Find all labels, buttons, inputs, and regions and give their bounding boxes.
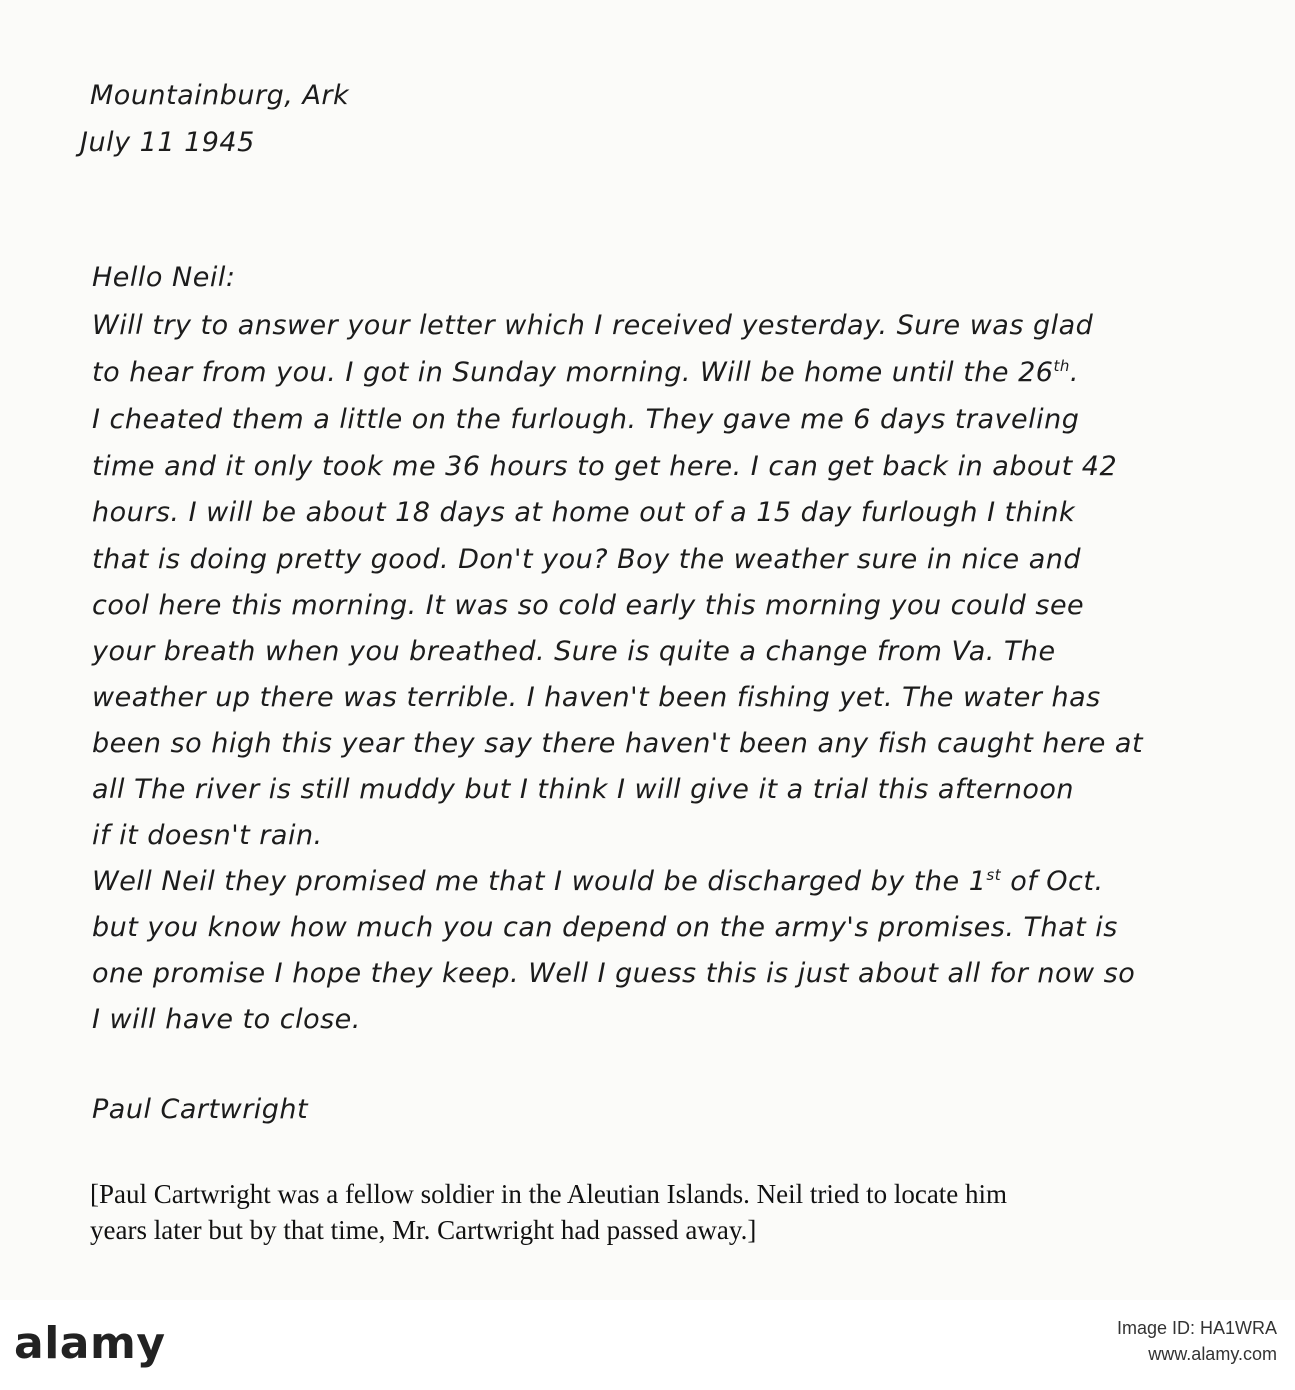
letter-place: Mountainburg, Ark: [90, 80, 350, 111]
stock-footer: [0, 1300, 1295, 1390]
letter-line: cool here this morning. It was so cold early this morning you could see: [92, 590, 1085, 621]
image-id: Image ID: HA1WRA: [1116, 1318, 1277, 1338]
letter-signature: Paul Cartwright: [92, 1094, 309, 1125]
letter-line: your breath when you breathed. Sure is quite a change from Va. The: [92, 636, 1056, 667]
letter-salutation: Hello Neil:: [92, 262, 236, 293]
letter-line: time and it only took me 36 hours to get here. I can get back in about 42: [92, 451, 1118, 482]
letter-line: that is doing pretty good. Don't you? Boy the weather sure in nice and: [92, 544, 1082, 575]
letter-line: hours. I will be about 18 days at home out of a 15 day furlough I think: [92, 497, 1076, 528]
site-url: www.alamy.com: [1148, 1344, 1277, 1364]
editor-note-line-1: [Paul Cartwright was a fellow soldier in the Aleutian Islands. Neil tried to locate him: [90, 1179, 1008, 1209]
alamy-logo: alamy: [14, 1318, 166, 1369]
image-id-block: [1117, 1315, 1277, 1367]
letter-line: been so high this year they say there haven't been any fish caught here at: [92, 728, 1144, 759]
letter-line: I will have to close.: [92, 1004, 361, 1035]
letter-line: weather up there was terrible. I haven't been fishing yet. The water has: [92, 682, 1101, 713]
letter-line: Will try to answer your letter which I received yesterday. Sure was glad: [92, 310, 1094, 341]
letter-line: one promise I hope they keep. Well I guess this is just about all for now so: [92, 958, 1136, 989]
letter-line: Well Neil they promised me that I would be discharged by the 1st of Oct.: [92, 866, 1104, 897]
letter-date: July 11 1945: [80, 127, 255, 158]
editor-note-line-2: years later but by that time, Mr. Cartwright had passed away.]: [90, 1215, 757, 1245]
letter-line: but you know how much you can depend on the army's promises. That is: [92, 912, 1118, 943]
letter-line: all The river is still muddy but I think I will give it a trial this afternoon: [92, 774, 1075, 805]
letter-line: if it doesn't rain.: [92, 820, 323, 851]
letter-line: I cheated them a little on the furlough. They gave me 6 days traveling: [92, 404, 1080, 435]
letter-line: to hear from you. I got in Sunday morning. Will be home until the 26th.: [92, 357, 1079, 388]
